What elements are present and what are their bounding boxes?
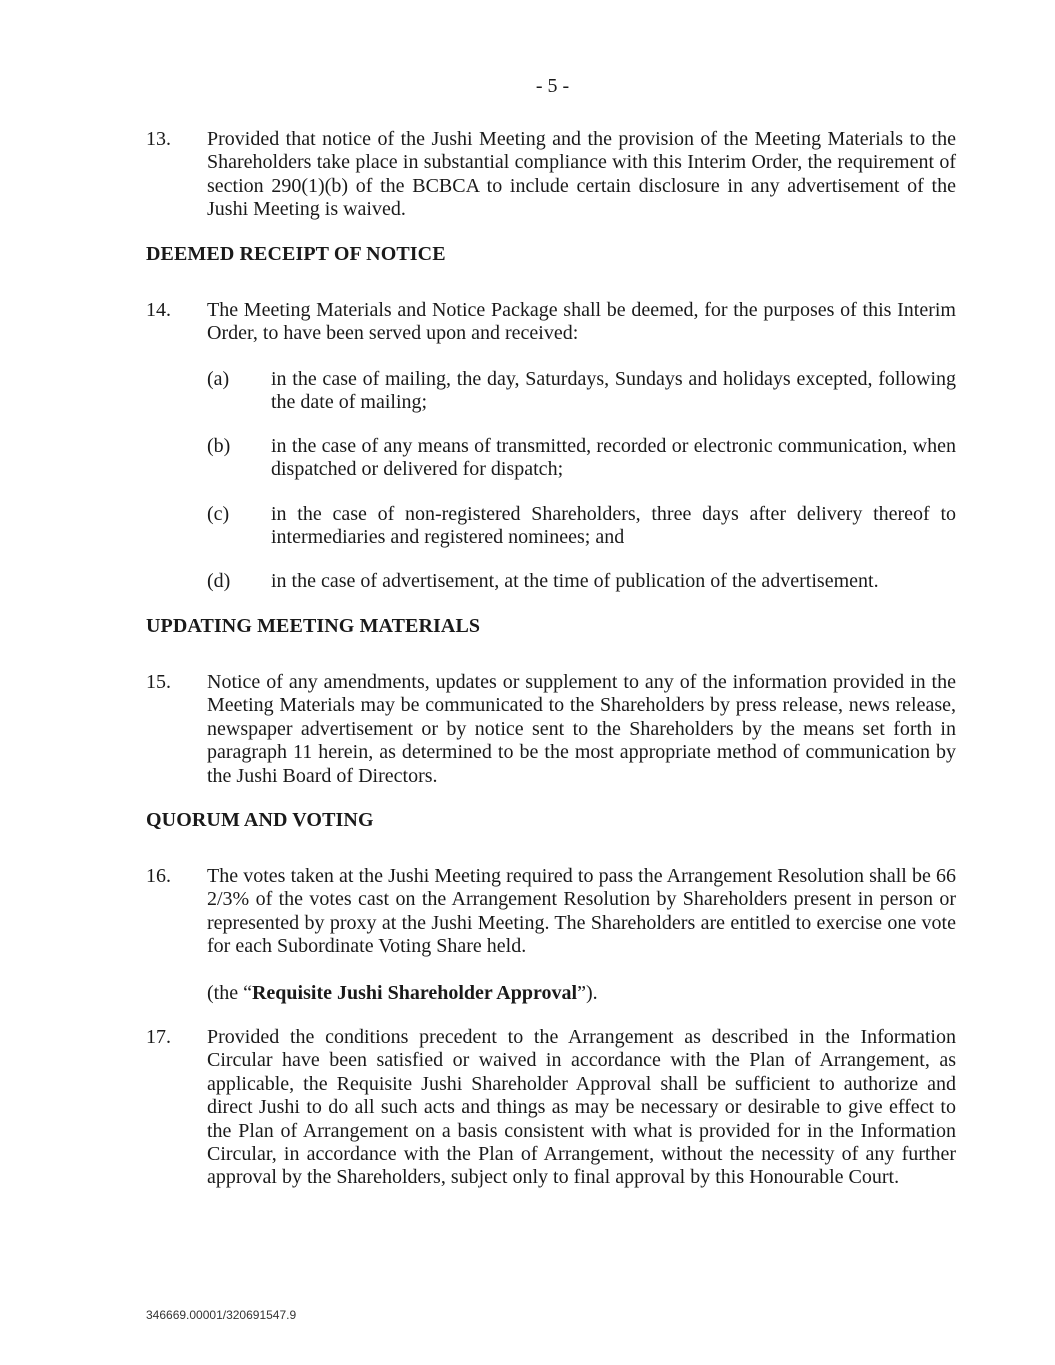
paragraph-text: The Meeting Materials and Notice Package shall be deemed, for the purposes of this Interim Order, to have been served upon and received: [207,299,956,345]
list-item-d [207,570,956,593]
section-heading-deemed-receipt: DEEMED RECEIPT OF NOTICE [146,243,446,265]
list-item-a [207,368,956,415]
list-item-label: (a) [207,368,230,390]
section-heading-quorum-voting: QUORUM AND VOTING [146,809,374,831]
defined-term-prefix: (the “ [207,982,252,1004]
defined-term: Requisite Jushi Shareholder Approval [251,982,578,1004]
paragraph-17 [146,1026,956,1190]
defined-term-line [207,981,598,1005]
paragraph-text: Notice of any amendments, updates or supplement to any of the information provided in the Meeting Materials may be communicated to the Shareholders by press release, news release, newspaper advertisement or by notice sent to the Shareholders by the means set forth in paragraph 11 herein, as determined to be the most appropriate method of communication by the Jushi Board of Directors. [207,671,956,787]
defined-term-suffix: ”). [577,982,598,1004]
paragraph-15 [146,671,956,788]
list-item-label: (c) [207,503,230,525]
list-item-label: (d) [207,570,231,592]
list-item-label: (b) [207,435,231,457]
list-item-text: in the case of advertisement, at the time of publication of the advertisement. [271,570,879,592]
paragraph-number: 14. [146,299,171,321]
list-item-c [207,503,956,550]
paragraph-number: 17. [146,1026,171,1048]
document-id-footer: 346669.00001/320691547.9 [146,1308,297,1322]
paragraph-text: The votes taken at the Jushi Meeting required to pass the Arrangement Resolution shall be 66 2/3% of the votes cast on the Arrangement Resolution by Shareholders present in person or represented by proxy at the Jushi Meeting. The Shareholders are entitled to exercise one vote for each Subordinate Voting Share held. [207,865,956,958]
section-heading-updating-materials: UPDATING MEETING MATERIALS [146,615,481,637]
list-item-b [207,435,956,482]
list-item-text: in the case of any means of transmitted, recorded or electronic communication, when dispatched or delivered for dispatch; [271,435,956,481]
list-item-text: in the case of mailing, the day, Saturdays, Sundays and holidays excepted, following the date of mailing; [271,368,956,414]
paragraph-16 [146,865,956,959]
paragraph-text: Provided that notice of the Jushi Meeting and the provision of the Meeting Materials to the Shareholders take place in substantial compliance with this Interim Order, the requirement of section 290(1)(b) of the BCBCA to include certain disclosure in any advertisement of the Jushi Meeting is waived. [207,128,956,221]
paragraph-number: 16. [146,865,171,887]
paragraph-text: Provided the conditions precedent to the Arrangement as described in the Information Circular have been satisfied or waived in accordance with the Plan of Arrangement, as applicable, the Requisite Jushi Shareholder Approval shall be sufficient to authorize and direct Jushi to do all such acts and things as may be necessary or desirable to give effect to the Plan of Arrangement on a basis consistent with what is provided for in the Information Circular, in accordance with the Plan of Arrangement, without the necessity of any further approval by the Shareholders, subject only to final approval by this Honourable Court. [207,1026,956,1189]
paragraph-number: 15. [146,671,171,693]
page-number: - 5 - [535,75,570,97]
paragraph-13 [146,128,956,222]
paragraph-14 [146,299,956,346]
paragraph-number: 13. [146,128,171,150]
list-item-text: in the case of non-registered Shareholders, three days after delivery thereof to intermediaries and registered nominees; and [271,503,956,549]
